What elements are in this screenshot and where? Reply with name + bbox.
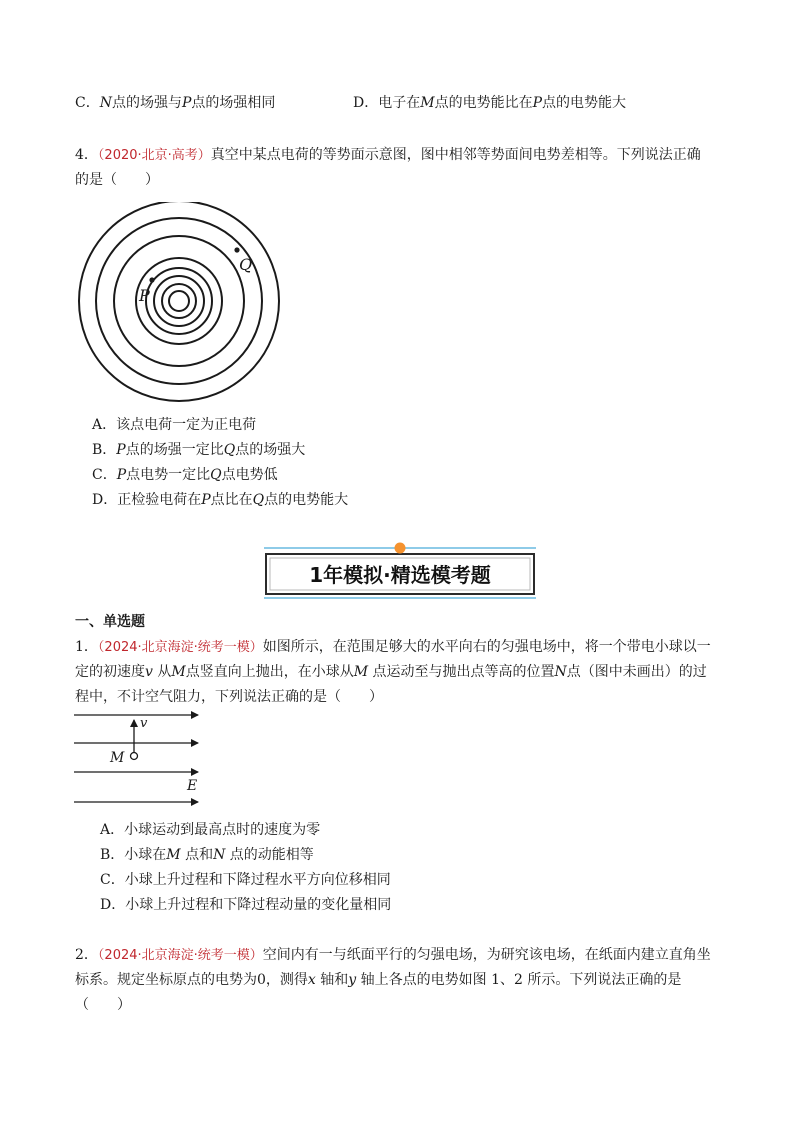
q4-stem-line1: 4．（2020·北京·高考）真空中某点电荷的等势面示意图，图中相邻等势面间电势差相等。下列说法正确 bbox=[75, 147, 701, 163]
q1-source: （2024·北京海淀·统考一模） bbox=[97, 640, 263, 655]
q1-stem-line1: 1．（2024·北京海淀·统考一模）如图所示，在范围足够大的水平向右的匀强电场中，将一个带电小球以一 bbox=[75, 639, 711, 655]
equipotential-ring-8 bbox=[169, 291, 189, 311]
q1-option-b: B．小球在M 点和N 点的动能相等 bbox=[100, 847, 314, 863]
point-q-label: Q bbox=[239, 255, 253, 274]
q1-stem-line2: 定的初速度v 从M点竖直向上抛出，在小球从M 点运动至与抛出点等高的位置N点（图中未画出）的过 bbox=[75, 664, 707, 680]
field-e-label: E bbox=[187, 778, 198, 794]
q2-stem-line2: 标系。规定坐标原点的电势为0，测得x 轴和y 轴上各点的电势如图 1、2 所示。下列说法正确的是 bbox=[75, 972, 682, 988]
equipotential-ring-1 bbox=[79, 202, 279, 401]
banner-accent-dot bbox=[395, 543, 406, 554]
q4-option-c: C．P点电势一定比Q点电势低 bbox=[92, 467, 278, 483]
q1-option-a: A．小球运动到最高点时的速度为零 bbox=[100, 822, 321, 838]
q2-stem-line1: 2．（2024·北京海淀·统考一模）空间内有一与纸面平行的匀强电场，为研究该电场，在纸面内建立直角坐 bbox=[75, 947, 711, 963]
q4-source: （2020·北京·高考） bbox=[97, 148, 211, 163]
point-p-label: P bbox=[139, 286, 150, 305]
q2-stem-line3: （ ） bbox=[75, 997, 131, 1013]
q1-option-c: C．小球上升过程和下降过程水平方向位移相同 bbox=[100, 872, 391, 888]
point-p-dot bbox=[149, 277, 154, 282]
q4-option-a: A．该点电荷一定为正电荷 bbox=[92, 417, 257, 433]
ball-m bbox=[131, 753, 138, 760]
equipotential-ring-5 bbox=[146, 268, 212, 334]
q1-stem-line3: 程中，不计空气阻力，下列说法正确的是（ ） bbox=[75, 689, 383, 705]
q4-stem-line2: 的是（ ） bbox=[75, 172, 159, 188]
q3-option-c: C．N点的场强与P点的场强相同 bbox=[75, 95, 276, 111]
q2-source: （2024·北京海淀·统考一模） bbox=[97, 948, 263, 963]
equipotential-ring-2 bbox=[96, 218, 262, 384]
electric-field-figure bbox=[72, 710, 207, 810]
section-banner bbox=[260, 538, 540, 604]
ball-m-label: M bbox=[110, 750, 125, 766]
q3-option-d: D．电子在M点的电势能比在P点的电势能大 bbox=[353, 95, 626, 111]
section-title: 一、单选题 bbox=[75, 614, 145, 630]
velocity-label: v bbox=[140, 716, 148, 731]
q1-option-d: D．小球上升过程和下降过程动量的变化量相同 bbox=[100, 897, 392, 913]
q4-option-d: D．正检验电荷在P点比在Q点的电势能大 bbox=[92, 492, 349, 508]
equipotential-ring-7 bbox=[162, 284, 196, 318]
equipotential-figure bbox=[75, 202, 285, 412]
point-q-dot bbox=[234, 247, 239, 252]
banner-title: 1年模拟·精选模考题 bbox=[309, 563, 491, 587]
q4-option-b: B．P点的场强一定比Q点的场强大 bbox=[92, 442, 306, 458]
equipotential-ring-3 bbox=[114, 236, 244, 366]
